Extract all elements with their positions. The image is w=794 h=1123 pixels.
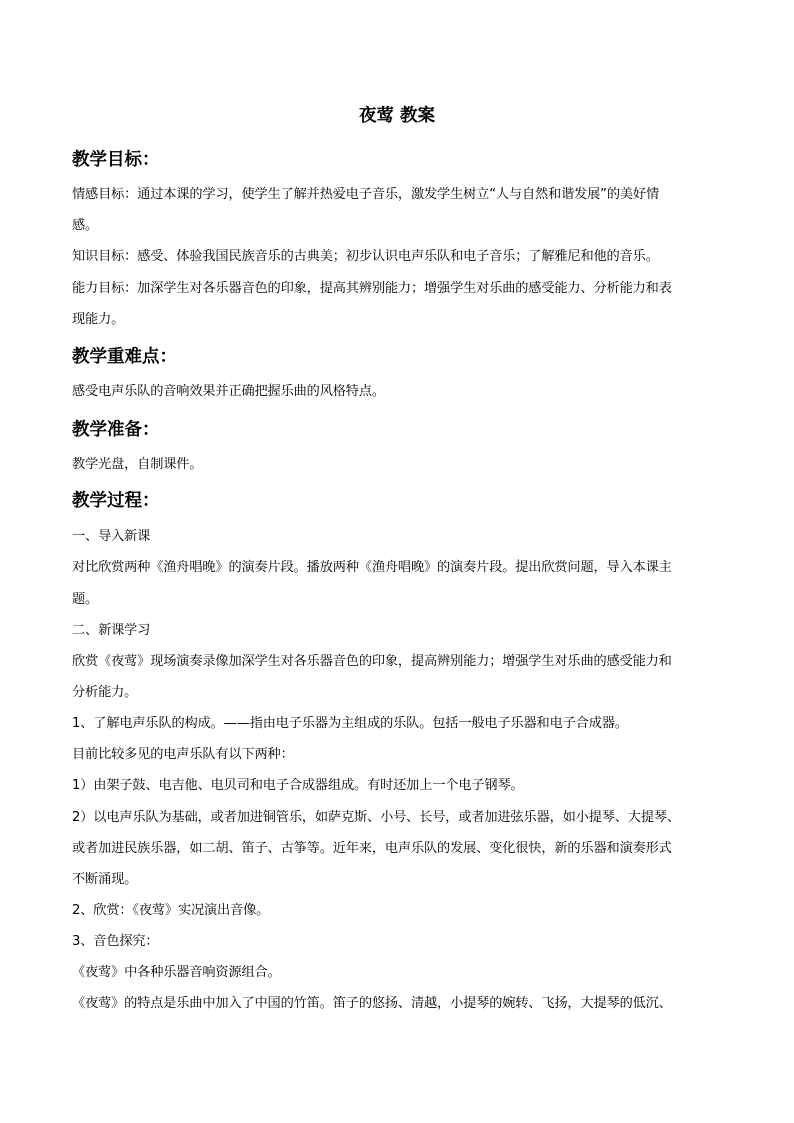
paragraph-line: 题。	[72, 592, 99, 607]
paragraph-line: 二、新课学习	[72, 623, 151, 638]
section-heading-preparation: 教学准备：	[72, 420, 160, 440]
paragraph-line: 一、导入新课	[72, 529, 151, 544]
paragraph-line: 感受电声乐队的音响效果并正确把握乐曲的风格特点。	[72, 384, 385, 399]
paragraph-line: 2、欣赏：《夜莺》实况演出音像。	[72, 903, 270, 918]
section-heading-process: 教学过程：	[72, 491, 160, 511]
paragraph-line: 对比欣赏两种《渔舟唱晚》的演奏片段。播放两种《渔舟唱晚》的演奏片段。提出欣赏问题，导入本课主	[72, 560, 672, 575]
section-heading-objectives: 教学目标：	[72, 150, 160, 170]
paragraph-line: 《夜莺》的特点是乐曲中加入了中国的竹笛。笛子的悠扬、清越，小提琴的婉转、飞扬，大提琴的低沉、	[72, 996, 672, 1011]
document-title: 夜莺 教案	[358, 106, 436, 126]
paragraph-line: 欣赏《夜莺》现场演奏录像加深学生对各乐器音色的印象，提高辨别能力；增强学生对乐曲的感受能力和	[72, 654, 672, 669]
paragraph-line: 2）以电声乐队为基础，或者加进铜管乐，如萨克斯、小号、长号，或者加进弦乐器，如小提琴、大提琴、	[72, 810, 680, 825]
paragraph-line: 教学光盘，自制课件。	[72, 457, 203, 472]
paragraph-line: 知识目标：感受、体验我国民族音乐的古典美；初步认识电声乐队和电子音乐；了解雅尼和他的音乐。	[72, 249, 659, 264]
paragraph-line: 能力目标：加深学生对各乐器音色的印象，提高其辨别能力；增强学生对乐曲的感受能力、分析能力和表	[72, 281, 672, 296]
paragraph-line: 1）由架子鼓、电吉他、电贝司和电子合成器组成。有时还加上一个电子钢琴。	[72, 778, 524, 793]
section-heading-key-points: 教学重难点：	[72, 347, 177, 367]
paragraph-line: 目前比较多见的电声乐队有以下两种：	[72, 747, 294, 762]
paragraph-line: 情感目标：通过本课的学习，使学生了解并热爱电子音乐，激发学生树立“人与自然和谐发展”的美好情	[72, 187, 660, 202]
paragraph-line: 3、音色探究：	[72, 934, 159, 949]
paragraph-line: 现能力。	[72, 312, 125, 327]
paragraph-line: 或者加进民族乐器，如二胡、笛子、古筝等。近年来，电声乐队的发展、变化很快，新的乐器和演奏形式	[72, 841, 672, 856]
paragraph-line: 《夜莺》中各种乐器音响资源组合。	[72, 965, 281, 980]
paragraph-line: 1、了解电声乐队的构成。——指由电子乐器为主组成的乐队。包括一般电子乐器和电子合成器。	[72, 716, 628, 731]
paragraph-line: 不断涌现。	[72, 872, 138, 887]
paragraph-line: 分析能力。	[72, 685, 138, 700]
paragraph-line: 感。	[72, 218, 99, 233]
